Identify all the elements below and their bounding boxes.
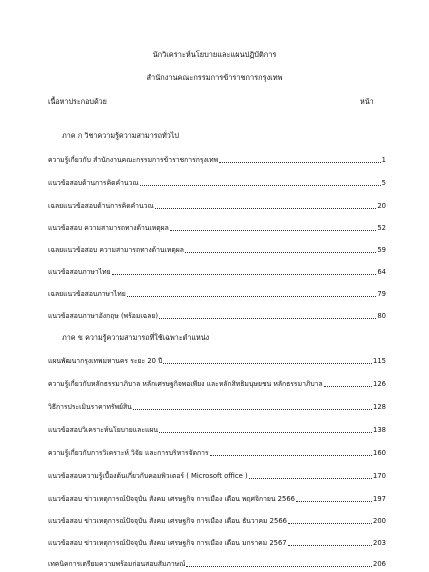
toc-leader-dots [288,523,372,524]
toc-item-page: 52 [377,224,386,232]
toc-item-page: 59 [377,246,386,254]
toc-item [48,516,386,526]
toc-leader-dots [133,409,372,410]
toc-leader-dots [185,252,376,253]
toc-item-text: วิธีการประเมินราคาทรัพย์สิน [48,403,132,411]
toc-item [48,471,386,481]
toc-item [48,538,386,548]
toc-item-page: 197 [373,495,386,503]
toc-item [48,425,386,435]
toc-item [48,379,386,389]
toc-leader-dots [296,501,372,502]
toc-item-page: 80 [377,312,386,320]
toc-item-page: 160 [373,449,386,457]
toc-item-page: 126 [373,380,386,388]
toc-item-page: 206 [373,560,386,568]
toc-item-text: แนวข้อสอบ ข่าวเหตุการณ์ปัจจุบัน สังคม เศรษฐกิจ การเมือง เดือน มกราคม 2567 [48,539,287,547]
toc-item-text: แนวข้อสอบด้านการคิดคำนวณ [48,179,139,187]
toc-leader-dots [127,296,377,297]
toc-item [48,178,386,188]
toc-item [48,494,386,504]
toc-item-text: ความรู้เกี่ยวกับหลักธรรมาภิบาล หลักเศรษฐกิจพอเพียง และหลักสิทธิมนุษยชน หลักธรรมาภิบาล [48,380,323,388]
document-subtitle: สำนักงานคณะกรรมการข้าราชการกรุงเทพ [146,73,283,82]
toc-item-page: 1 [381,156,386,164]
toc-item [48,155,386,165]
toc-leader-dots [159,318,376,319]
toc-item-page: 200 [373,517,386,525]
toc-leader-dots [155,208,377,209]
toc-item [48,311,386,321]
toc-item-text: เฉลยแนวข้อสอบ ความสามารถทางด้านเหตุผล [48,246,184,254]
section-title: ภาค ก วิชาความรู้ความสามารถทั่วไป [62,131,179,140]
toc-leader-dots [186,566,372,567]
toc-item-text: แนวข้อสอบ ข่าวเหตุการณ์ปัจจุบัน สังคม เศรษฐกิจ การเมือง เดือน พฤศจิกายน 2566 [48,495,295,503]
toc-item-text: แนวข้อสอบภาษาอังกฤษ (พร้อมเฉลย) [48,312,159,320]
toc-item [48,201,386,211]
toc-leader-dots [112,274,377,275]
page-column-label: หน้า [360,97,374,106]
toc-item-text: แนวข้อสอบความรู้เบื้องต้นเกี่ยวกับคอมพิวเตอร์ ( Microsoft office ) [48,472,248,480]
toc-leader-dots [140,185,381,186]
toc-leader-dots [163,363,372,364]
toc-item [48,448,386,458]
contents-label: เนื้อหาประกอบด้วย [48,97,107,106]
toc-leader-dots [249,478,372,479]
toc-item-text: แนวข้อสอบ ข่าวเหตุการณ์ปัจจุบัน สังคม เศรษฐกิจ การเมือง เดือน ธันวาคม 2566 [48,517,287,525]
toc-item-page: 203 [373,539,386,547]
toc-item-page: 79 [377,290,386,298]
toc-leader-dots [170,230,377,231]
toc-item-text: เทคนิคการเตรียมความพร้อมก่อนสอบสัมภาษณ์ [48,560,186,568]
toc-item-text: แนวข้อสอบ ความสามารถทางด้านเหตุผล [48,224,169,232]
toc-item [48,559,386,569]
toc-item [48,402,386,412]
toc-leader-dots [288,545,372,546]
toc-item-page: 128 [373,403,386,411]
toc-leader-dots [210,455,372,456]
toc-item-page: 170 [373,472,386,480]
toc-item-page: 64 [377,268,386,276]
toc-item-text: เฉลยแนวข้อสอบด้านการคิดคำนวณ [48,202,154,210]
toc-item [48,356,386,366]
document-title: นักวิเคราะห์นโยบายและแผนปฏิบัติการ [152,50,277,59]
toc-leader-dots [324,386,372,387]
toc-item [48,289,386,299]
toc-item-page: 115 [373,357,386,365]
toc-leader-dots [159,432,372,433]
toc-leader-dots [219,162,381,163]
toc-item-text: แผนพัฒนากรุงเทพมหานคร ระยะ 20 ปี [48,357,163,365]
toc-item-page: 138 [373,426,386,434]
toc-item-text: แนวข้อสอบภาษาไทย [48,268,111,276]
toc-item-text: เฉลยแนวข้อสอบภาษาไทย [48,290,126,298]
toc-item [48,223,386,233]
toc-item-text: ความรู้เกี่ยวกับการวิเคราะห์ วิจัย และการบริหารจัดการ [48,449,209,457]
toc-item-text: ความรู้เกี่ยวกับ สำนักงานคณะกรรมการข้าราชการกรุงเทพ [48,156,219,164]
toc-item [48,267,386,277]
toc-item-page: 5 [381,179,386,187]
toc-item [48,245,386,255]
toc-item-page: 20 [377,202,386,210]
toc-item-text: แนวข้อสอบวิเคราะห์นโยบายและแผน [48,426,159,434]
section-title: ภาค ข ความรู้ความสามารถที่ใช้เฉพาะตำแหน่ง [62,333,210,342]
